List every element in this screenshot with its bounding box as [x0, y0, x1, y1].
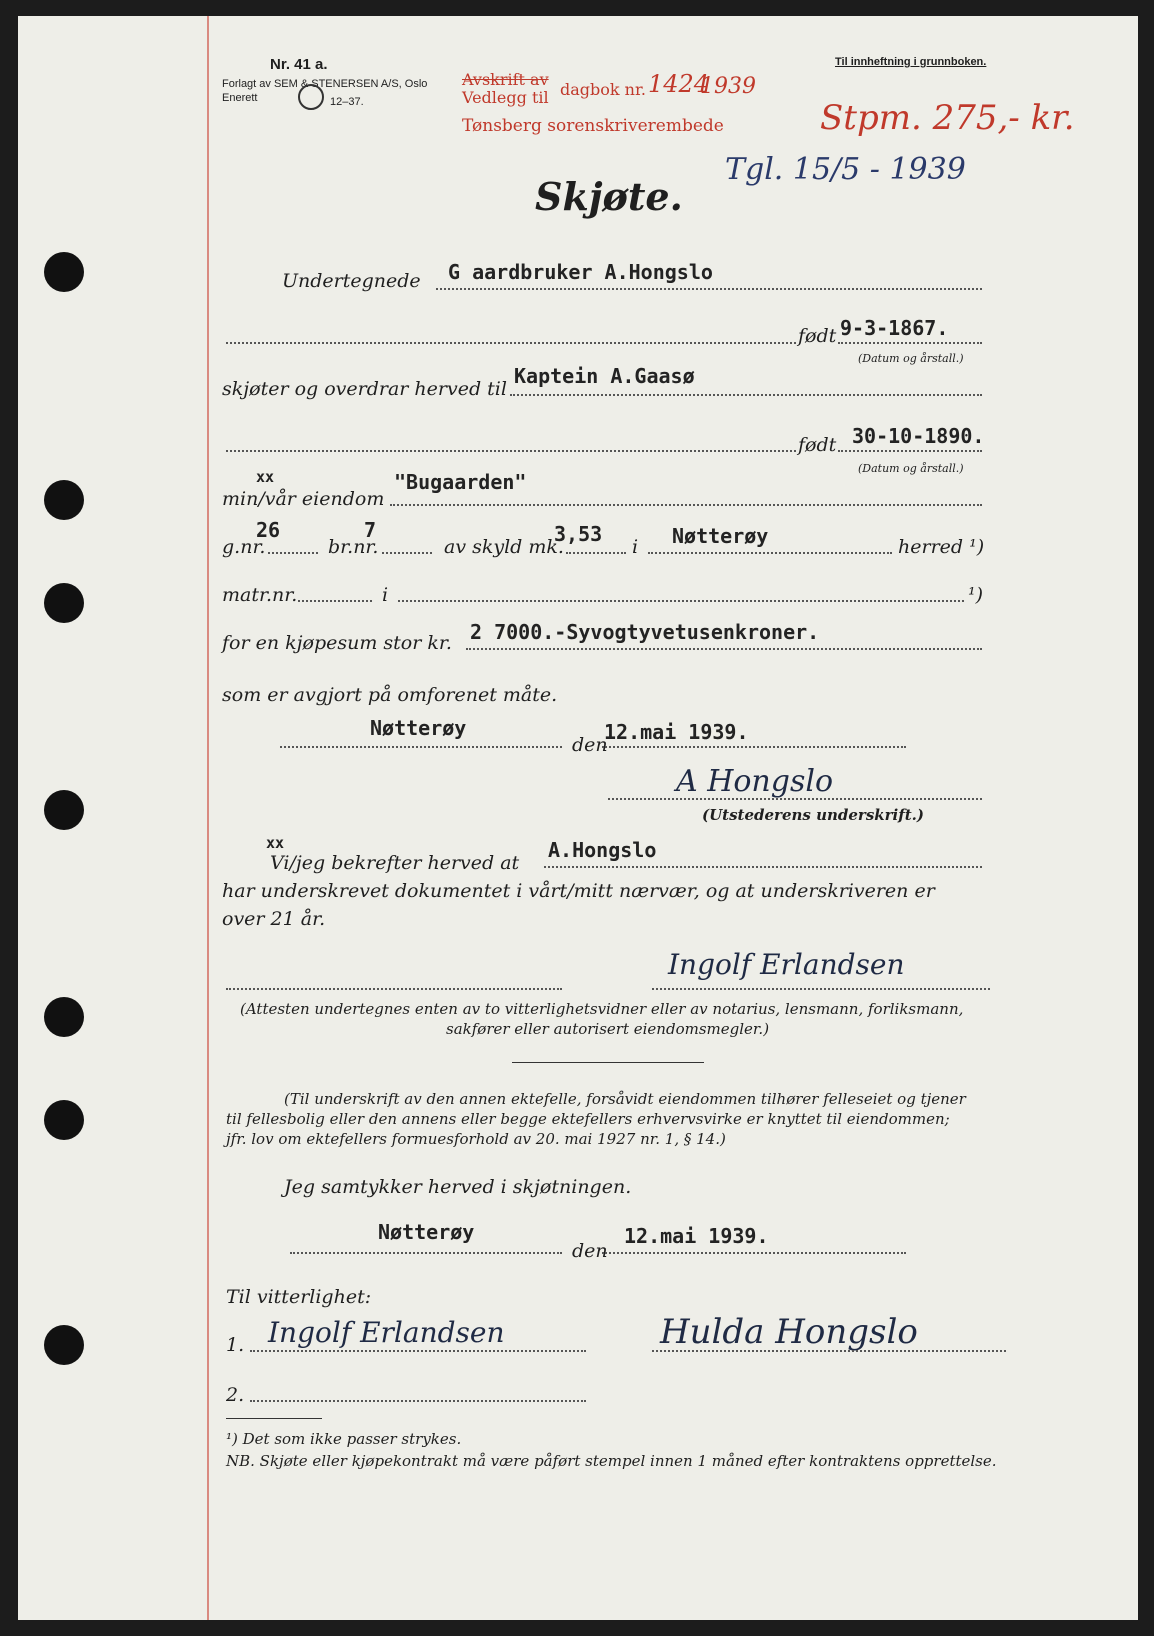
matr-i-label: i [382, 584, 389, 606]
dotted-line [390, 504, 982, 506]
attest-note-2: sakfører eller autorisert eiendomsmegler.) [446, 1020, 770, 1038]
fodt-label: født [798, 325, 837, 347]
dotted-line [838, 342, 982, 344]
datum-note: (Datum og årstall.) [858, 462, 964, 475]
witness2-number: 2. [226, 1384, 245, 1406]
publisher-enerett: Enerett [222, 92, 258, 104]
stamp-dagbok: dagbok nr. [560, 80, 646, 99]
gnr-label: g.nr. [222, 536, 266, 558]
footnote-rule [226, 1418, 322, 1419]
punch-hole [44, 997, 84, 1037]
dotted-line [250, 1350, 586, 1352]
stamp-vedlegg: Vedlegg til [462, 88, 549, 107]
publisher-date: 12–37. [330, 96, 364, 108]
dotted-line [608, 798, 982, 800]
fee-note: Stpm. 275,- kr. [820, 98, 1075, 138]
form-number: Nr. 41 a. [270, 56, 328, 73]
gnr-value: 26 [256, 518, 281, 542]
strike-mark: xx [266, 834, 285, 852]
dotted-line [398, 600, 964, 602]
punch-hole [44, 1325, 84, 1365]
witness-signature: Ingolf Erlandsen [668, 948, 905, 981]
dotted-line [648, 552, 892, 554]
den-label: den [572, 734, 608, 756]
dotted-line [298, 600, 372, 602]
samtykker-text: Jeg samtykker herved i skjøtningen. [284, 1176, 632, 1198]
underskrevet-text: har underskrevet dokumentet i vårt/mitt nærvær, og at underskriveren er [222, 880, 935, 902]
matr-footnote: ¹) [968, 584, 984, 606]
punch-hole [44, 1100, 84, 1140]
fodt1-value: 9-3-1867. [840, 316, 949, 340]
dagbok-number: 1424 [648, 70, 710, 98]
place1: Nøtterøy [370, 716, 467, 740]
dotted-line [602, 746, 906, 748]
dotted-line [250, 1400, 586, 1402]
publisher-logo-icon [298, 84, 324, 110]
dagbok-year: 1939 [700, 74, 756, 99]
dotted-line [280, 746, 562, 748]
herred-value: Nøtterøy [672, 524, 769, 548]
eiendom-label: min/vår eiendom [222, 488, 385, 510]
attest-note-1: (Attesten undertegnes enten av to vitterlighetsvidner eller av notarius, lensmann, forliksmann, [240, 1000, 964, 1018]
dotted-line [510, 394, 982, 396]
dotted-line [838, 450, 982, 452]
den-label: den [572, 1240, 608, 1262]
punch-hole [44, 252, 84, 292]
bekrefter-value: A.Hongslo [548, 838, 657, 862]
eiendom-value: "Bugaarden" [394, 470, 527, 494]
spouse-note-2: til fellesbolig eller den annens eller begge ektefellers erhvervsvirke er knyttet til eiendommen; [226, 1110, 950, 1128]
divider [512, 1062, 704, 1063]
dotted-line [652, 1350, 1006, 1352]
spouse-note-1: (Til underskrift av den annen ektefelle, forsåvidt eiendommen tilhører felleseiet og tjener [284, 1090, 966, 1108]
punch-hole [44, 480, 84, 520]
publisher-line: Forlagt av SEM & STENERSEN A/S, Oslo [222, 78, 428, 90]
dotted-line [566, 552, 626, 554]
margin-rule [207, 16, 209, 1620]
brnr-value: 7 [364, 518, 377, 542]
document-page [18, 16, 1138, 1620]
vitterlighet-label: Til vitterlighet: [226, 1286, 372, 1308]
dotted-line [382, 552, 432, 554]
punch-hole [44, 583, 84, 623]
date1: 12.mai 1939. [604, 720, 749, 744]
dotted-line [226, 988, 562, 990]
punch-hole [44, 790, 84, 830]
issuer-signature: A Hongslo [676, 764, 834, 799]
spouse-signature: Hulda Hongslo [660, 1312, 918, 1352]
undertegnede-value: G aardbruker A.Hongslo [448, 260, 713, 284]
fodt2-value: 30-10-1890. [852, 424, 985, 448]
document-title: Skjøte. [535, 174, 683, 219]
dotted-line [466, 648, 982, 650]
brnr-label: br.nr. [328, 536, 379, 558]
avgjort-text: som er avgjort på omforenet måte. [222, 684, 558, 706]
kjopesum-value: 2 7000.-Syvogtyvetusenkroner. [470, 620, 820, 644]
stamp-office: Tønsberg sorenskriverembede [462, 116, 724, 136]
spouse-note-3: jfr. lov om ektefellers formuesforhold av 20. mai 1927 nr. 1, § 14.) [226, 1130, 726, 1148]
dotted-line [436, 288, 982, 290]
top-right-note: Til innheftning i grunnboken. [835, 56, 987, 68]
dotted-line [226, 342, 796, 344]
herred-label: herred ¹) [898, 536, 985, 558]
place2: Nøtterøy [378, 1220, 475, 1244]
footnote-1: ¹) Det som ikke passer strykes. [226, 1430, 462, 1448]
dotted-line [226, 450, 796, 452]
issuer-caption: (Utstederens underskrift.) [702, 806, 924, 824]
dotted-line [652, 988, 990, 990]
date2: 12.mai 1939. [624, 1224, 769, 1248]
witness1-signature: Ingolf Erlandsen [268, 1316, 505, 1349]
dotted-line [544, 866, 982, 868]
footnote-2: NB. Skjøte eller kjøpekontrakt må være påført stempel innen 1 måned efter kontraktens opprettelse. [226, 1452, 997, 1470]
skyld-value: 3,53 [554, 522, 603, 546]
matr-label: matr.nr. [222, 584, 298, 606]
witness1-number: 1. [226, 1334, 245, 1356]
dotted-line [602, 1252, 906, 1254]
over21-text: over 21 år. [222, 908, 326, 930]
tgl-note: Tgl. 15/5 - 1939 [725, 152, 966, 187]
dotted-line [268, 552, 318, 554]
i-label: i [632, 536, 639, 558]
stamp-avskrift: Avskrift av [462, 70, 549, 89]
dotted-line [290, 1252, 562, 1254]
undertegnede-label: Undertegnede [282, 270, 421, 292]
kjopesum-label: for en kjøpesum stor kr. [222, 632, 452, 654]
skjoter-value: Kaptein A.Gaasø [514, 364, 695, 388]
skyld-label: av skyld mk. [444, 536, 564, 558]
strike-mark: xx [256, 468, 275, 486]
datum-note: (Datum og årstall.) [858, 352, 964, 365]
fodt-label: født [798, 434, 837, 456]
bekrefter-label: Vi/jeg bekrefter herved at [270, 852, 520, 874]
skjoter-label: skjøter og overdrar herved til [222, 378, 507, 400]
